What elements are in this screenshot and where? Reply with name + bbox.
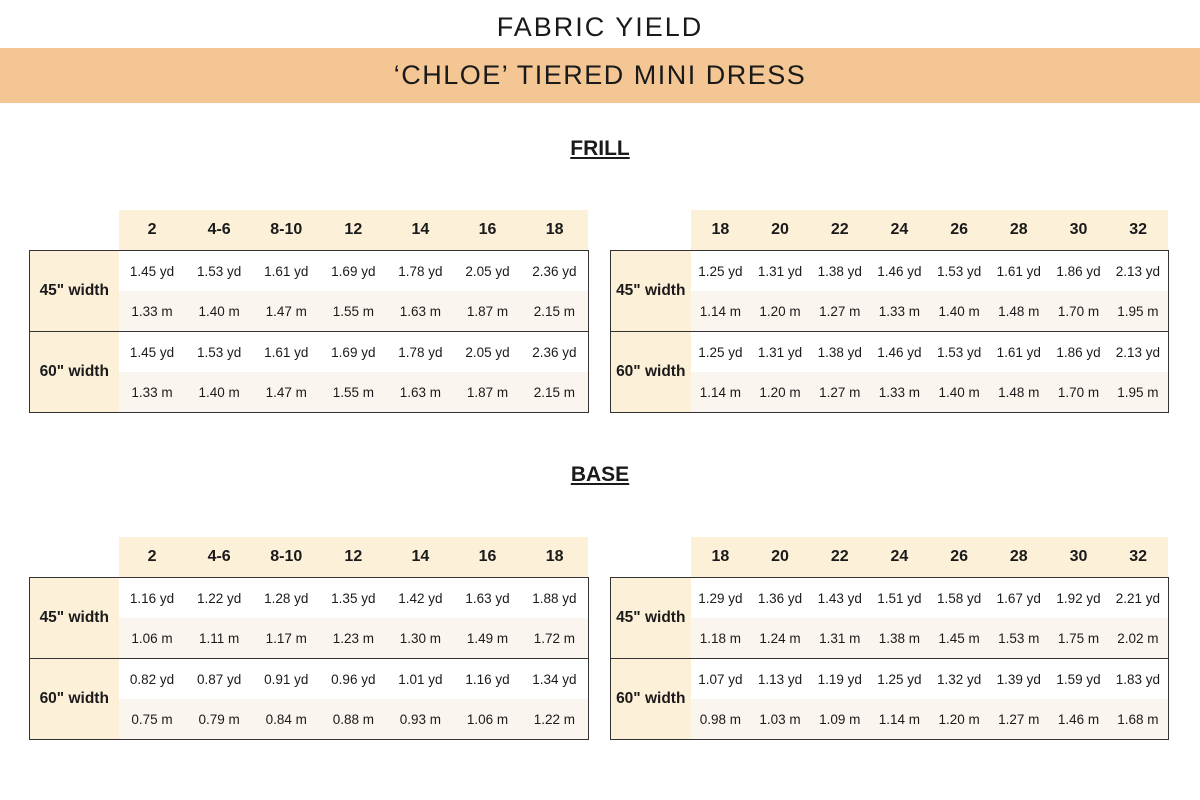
yardage-cell: 0.82 yd [119, 659, 186, 700]
size-header: 28 [989, 537, 1049, 578]
yardage-cell: 1.58 yd [929, 578, 989, 619]
size-header: 18 [691, 210, 751, 251]
size-header: 4-6 [186, 210, 253, 251]
meterage-cell: 1.11 m [186, 618, 253, 659]
yardage-cell: 1.22 yd [186, 578, 253, 619]
yardage-cell: 1.38 yd [810, 332, 870, 373]
meterage-cell: 1.40 m [929, 372, 989, 413]
yardage-cell: 1.45 yd [119, 251, 186, 292]
yardage-cell: 0.87 yd [186, 659, 253, 700]
yardage-cell: 1.31 yd [750, 251, 810, 292]
meterage-cell: 1.31 m [810, 618, 870, 659]
meterage-cell: 1.63 m [387, 291, 454, 332]
size-header: 18 [691, 537, 751, 578]
meterage-cell: 1.49 m [454, 618, 521, 659]
yardage-cell: 1.19 yd [810, 659, 870, 700]
meterage-cell: 1.68 m [1108, 699, 1168, 740]
yardage-cell: 1.16 yd [454, 659, 521, 700]
yardage-cell: 1.67 yd [989, 578, 1049, 619]
yardage-cell: 1.92 yd [1049, 578, 1109, 619]
meterage-row [611, 291, 1169, 332]
yardage-cell: 1.61 yd [989, 332, 1049, 373]
meterage-cell: 1.20 m [929, 699, 989, 740]
size-header-row [30, 537, 589, 578]
yardage-row [611, 251, 1169, 292]
meterage-cell: 1.72 m [521, 618, 588, 659]
meterage-cell: 1.24 m [750, 618, 810, 659]
yardage-row [30, 578, 589, 619]
meterage-cell: 1.87 m [454, 291, 521, 332]
size-header: 14 [387, 537, 454, 578]
size-header: 14 [387, 210, 454, 251]
meterage-cell: 0.84 m [253, 699, 320, 740]
size-header: 2 [119, 537, 186, 578]
meterage-cell: 1.27 m [810, 372, 870, 413]
meterage-cell: 0.93 m [387, 699, 454, 740]
yardage-cell: 1.61 yd [253, 332, 320, 373]
size-header: 24 [870, 210, 930, 251]
meterage-cell: 1.87 m [454, 372, 521, 413]
meterage-cell: 1.06 m [454, 699, 521, 740]
size-header: 20 [750, 537, 810, 578]
size-header: 22 [810, 537, 870, 578]
yardage-cell: 1.69 yd [320, 332, 387, 373]
yardage-cell: 1.38 yd [810, 251, 870, 292]
meterage-row [611, 699, 1169, 740]
yardage-row [611, 578, 1169, 619]
yardage-cell: 0.91 yd [253, 659, 320, 700]
yardage-cell: 1.25 yd [691, 332, 751, 373]
yardage-cell: 1.36 yd [750, 578, 810, 619]
size-header: 24 [870, 537, 930, 578]
meterage-cell: 1.95 m [1108, 372, 1168, 413]
meterage-cell: 1.30 m [387, 618, 454, 659]
size-header: 30 [1049, 537, 1109, 578]
meterage-cell: 0.79 m [186, 699, 253, 740]
pattern-name: ‘CHLOE’ TIERED MINI DRESS [393, 60, 807, 90]
yardage-cell: 1.53 yd [929, 332, 989, 373]
yield-table-base-sizes-18-32 [610, 537, 1169, 740]
fabric-width-label: 60" width [30, 659, 119, 740]
yardage-cell: 1.25 yd [870, 659, 930, 700]
fabric-width-label: 45" width [611, 251, 691, 332]
meterage-cell: 1.75 m [1049, 618, 1109, 659]
meterage-cell: 1.17 m [253, 618, 320, 659]
meterage-cell: 1.27 m [989, 699, 1049, 740]
size-header: 12 [320, 537, 387, 578]
yardage-cell: 1.42 yd [387, 578, 454, 619]
size-header: 20 [750, 210, 810, 251]
meterage-cell: 1.33 m [870, 372, 930, 413]
yardage-cell: 1.51 yd [870, 578, 930, 619]
yardage-cell: 1.43 yd [810, 578, 870, 619]
meterage-cell: 1.53 m [989, 618, 1049, 659]
meterage-cell: 1.48 m [989, 372, 1049, 413]
meterage-cell: 1.47 m [253, 291, 320, 332]
size-header: 32 [1108, 537, 1168, 578]
section-heading-frill: FRILL [570, 137, 630, 160]
header-corner [611, 537, 691, 578]
page-title: FABRIC YIELD [496, 12, 704, 42]
yardage-row [30, 251, 589, 292]
meterage-cell: 1.09 m [810, 699, 870, 740]
yield-table-frill-sizes-18-32 [610, 210, 1169, 413]
meterage-cell: 2.15 m [521, 372, 588, 413]
yardage-cell: 1.45 yd [119, 332, 186, 373]
yardage-cell: 1.39 yd [989, 659, 1049, 700]
size-header-row [611, 210, 1169, 251]
size-header: 18 [521, 210, 588, 251]
size-header: 12 [320, 210, 387, 251]
meterage-cell: 1.33 m [119, 372, 186, 413]
yardage-cell: 1.61 yd [253, 251, 320, 292]
meterage-cell: 1.33 m [119, 291, 186, 332]
yield-table-base-sizes-2-18 [29, 537, 589, 740]
fabric-width-label: 45" width [611, 578, 691, 659]
yardage-cell: 2.13 yd [1108, 332, 1168, 373]
yardage-cell: 1.53 yd [929, 251, 989, 292]
yardage-cell: 1.07 yd [691, 659, 751, 700]
meterage-cell: 0.75 m [119, 699, 186, 740]
yardage-cell: 2.21 yd [1108, 578, 1168, 619]
meterage-cell: 2.02 m [1108, 618, 1168, 659]
yardage-cell: 1.01 yd [387, 659, 454, 700]
size-header-row [30, 210, 589, 251]
fabric-width-label: 60" width [611, 659, 691, 740]
meterage-cell: 1.70 m [1049, 372, 1109, 413]
yardage-cell: 1.69 yd [320, 251, 387, 292]
size-header: 28 [989, 210, 1049, 251]
fabric-width-label: 45" width [30, 578, 119, 659]
size-header: 32 [1108, 210, 1168, 251]
fabric-width-label: 45" width [30, 251, 119, 332]
size-header: 22 [810, 210, 870, 251]
yardage-cell: 1.13 yd [750, 659, 810, 700]
meterage-cell: 1.40 m [186, 291, 253, 332]
yardage-cell: 1.61 yd [989, 251, 1049, 292]
meterage-cell: 1.70 m [1049, 291, 1109, 332]
yardage-cell: 1.16 yd [119, 578, 186, 619]
yardage-cell: 1.86 yd [1049, 251, 1109, 292]
yardage-cell: 2.13 yd [1108, 251, 1168, 292]
size-header: 16 [454, 210, 521, 251]
yardage-row [611, 332, 1169, 373]
meterage-cell: 1.14 m [691, 291, 751, 332]
meterage-cell: 0.88 m [320, 699, 387, 740]
meterage-cell: 1.20 m [750, 291, 810, 332]
yardage-cell: 1.32 yd [929, 659, 989, 700]
meterage-cell: 1.03 m [750, 699, 810, 740]
size-header: 8-10 [253, 210, 320, 251]
yardage-row [611, 659, 1169, 700]
meterage-cell: 1.23 m [320, 618, 387, 659]
yardage-cell: 1.28 yd [253, 578, 320, 619]
yardage-cell: 1.34 yd [521, 659, 588, 700]
meterage-cell: 1.95 m [1108, 291, 1168, 332]
meterage-cell: 2.15 m [521, 291, 588, 332]
meterage-row [611, 618, 1169, 659]
size-header: 4-6 [186, 537, 253, 578]
yardage-cell: 1.88 yd [521, 578, 588, 619]
yardage-row [30, 332, 589, 373]
yardage-cell: 1.25 yd [691, 251, 751, 292]
yardage-cell: 1.46 yd [870, 332, 930, 373]
yardage-cell: 1.63 yd [454, 578, 521, 619]
meterage-cell: 1.46 m [1049, 699, 1109, 740]
yardage-row [30, 659, 589, 700]
meterage-cell: 1.18 m [691, 618, 751, 659]
meterage-cell: 1.55 m [320, 291, 387, 332]
size-header: 30 [1049, 210, 1109, 251]
meterage-cell: 1.45 m [929, 618, 989, 659]
yardage-cell: 1.83 yd [1108, 659, 1168, 700]
meterage-cell: 1.55 m [320, 372, 387, 413]
yardage-cell: 1.59 yd [1049, 659, 1109, 700]
yardage-cell: 2.05 yd [454, 251, 521, 292]
yardage-cell: 1.53 yd [186, 251, 253, 292]
meterage-cell: 1.20 m [750, 372, 810, 413]
yardage-cell: 1.35 yd [320, 578, 387, 619]
yardage-cell: 1.53 yd [186, 332, 253, 373]
yardage-cell: 1.31 yd [750, 332, 810, 373]
meterage-cell: 1.14 m [691, 372, 751, 413]
meterage-cell: 1.47 m [253, 372, 320, 413]
yardage-cell: 2.36 yd [521, 251, 588, 292]
meterage-cell: 1.40 m [929, 291, 989, 332]
header-corner [611, 210, 691, 251]
meterage-cell: 1.40 m [186, 372, 253, 413]
meterage-cell: 1.14 m [870, 699, 930, 740]
yardage-cell: 1.29 yd [691, 578, 751, 619]
meterage-cell: 1.38 m [870, 618, 930, 659]
meterage-cell: 1.48 m [989, 291, 1049, 332]
size-header: 26 [929, 537, 989, 578]
size-header: 8-10 [253, 537, 320, 578]
yardage-cell: 1.46 yd [870, 251, 930, 292]
meterage-row [611, 372, 1169, 413]
size-header-row [611, 537, 1169, 578]
meterage-cell: 1.27 m [810, 291, 870, 332]
meterage-cell: 1.63 m [387, 372, 454, 413]
header-corner [30, 537, 119, 578]
meterage-cell: 1.22 m [521, 699, 588, 740]
meterage-cell: 1.06 m [119, 618, 186, 659]
size-header: 2 [119, 210, 186, 251]
fabric-width-label: 60" width [30, 332, 119, 413]
section-heading-base: BASE [570, 463, 630, 486]
yardage-cell: 1.78 yd [387, 251, 454, 292]
yield-table-frill-sizes-2-18 [29, 210, 589, 413]
yardage-cell: 2.05 yd [454, 332, 521, 373]
header-corner [30, 210, 119, 251]
meterage-cell: 0.98 m [691, 699, 751, 740]
yardage-cell: 1.86 yd [1049, 332, 1109, 373]
yardage-cell: 1.78 yd [387, 332, 454, 373]
meterage-cell: 1.33 m [870, 291, 930, 332]
fabric-width-label: 60" width [611, 332, 691, 413]
size-header: 16 [454, 537, 521, 578]
size-header: 18 [521, 537, 588, 578]
pattern-name-banner [0, 48, 1200, 103]
yardage-cell: 0.96 yd [320, 659, 387, 700]
yardage-cell: 2.36 yd [521, 332, 588, 373]
size-header: 26 [929, 210, 989, 251]
